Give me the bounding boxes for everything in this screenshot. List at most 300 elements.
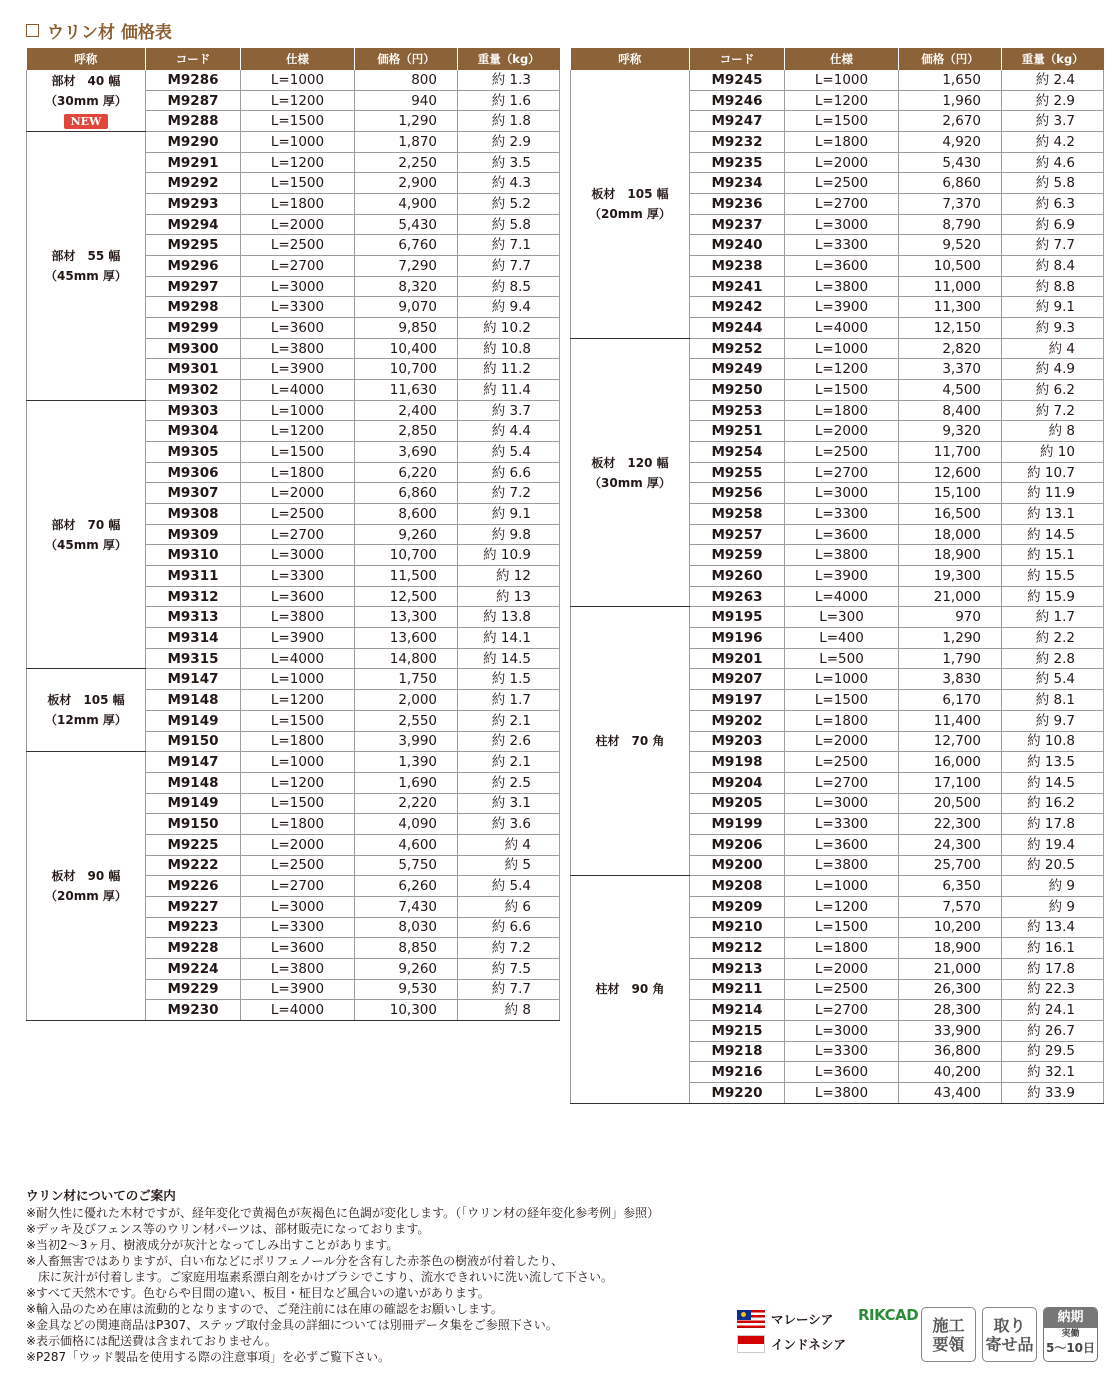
price-cell: 28,300 <box>899 1000 1002 1021</box>
code-cell: M9147 <box>146 669 241 690</box>
spec-cell: L=3000 <box>241 896 355 917</box>
weight-cell: 約 4.4 <box>458 421 560 442</box>
header-name: 呼称 <box>27 48 146 70</box>
code-cell: M9295 <box>146 235 241 256</box>
spec-cell: L=3000 <box>241 276 355 297</box>
price-cell: 2,400 <box>355 400 458 421</box>
code-cell: M9300 <box>146 338 241 359</box>
weight-cell: 約 2.6 <box>458 731 560 752</box>
spec-cell: L=3800 <box>241 338 355 359</box>
weight-cell: 約 6.9 <box>1002 214 1104 235</box>
code-cell: M9251 <box>690 421 785 442</box>
weight-cell: 約 13 <box>458 586 560 607</box>
price-cell: 11,400 <box>899 710 1002 731</box>
code-cell: M9291 <box>146 152 241 173</box>
weight-cell: 約 15.1 <box>1002 545 1104 566</box>
weight-cell: 約 5.2 <box>458 194 560 215</box>
price-cell: 15,100 <box>899 483 1002 504</box>
weight-cell: 約 9.8 <box>458 524 560 545</box>
weight-cell: 約 7.2 <box>458 938 560 959</box>
weight-cell: 約 4.6 <box>1002 152 1104 173</box>
product-name-line: 柱材 70 角 <box>595 734 665 749</box>
code-cell: M9303 <box>146 400 241 421</box>
order-item-badge: 取り 寄せ品 <box>982 1307 1037 1362</box>
code-cell: M9242 <box>690 297 785 318</box>
price-cell: 7,430 <box>355 896 458 917</box>
table-row <box>27 132 560 153</box>
table-header-row <box>27 48 560 70</box>
product-name-line: 板材 90 幅 <box>51 869 121 884</box>
product-name-line: （20mm 厚） <box>45 889 127 904</box>
weight-cell: 約 8 <box>1002 421 1104 442</box>
origin-malaysia <box>737 1306 846 1331</box>
spec-cell: L=3300 <box>785 1041 899 1062</box>
spec-cell: L=1200 <box>785 90 899 111</box>
code-cell: M9290 <box>146 132 241 153</box>
spec-cell: L=3600 <box>785 524 899 545</box>
code-cell: M9253 <box>690 400 785 421</box>
price-cell: 19,300 <box>899 566 1002 587</box>
spec-cell: L=4000 <box>241 380 355 401</box>
weight-cell: 約 15.9 <box>1002 586 1104 607</box>
table-row <box>571 876 1104 897</box>
code-cell: M9228 <box>146 938 241 959</box>
note-line: ※人畜無害ではありますが、白い布などにポリフェノール分を含有した赤茶色の樹液が付着したり、 <box>26 1254 564 1268</box>
price-table-right <box>570 48 1104 1104</box>
code-cell: M9148 <box>146 772 241 793</box>
spec-cell: L=1200 <box>241 152 355 173</box>
weight-cell: 約 6.2 <box>1002 380 1104 401</box>
price-cell: 11,630 <box>355 380 458 401</box>
weight-cell: 約 7.7 <box>1002 235 1104 256</box>
code-cell: M9288 <box>146 111 241 132</box>
price-cell: 13,600 <box>355 628 458 649</box>
weight-cell: 約 15.5 <box>1002 566 1104 587</box>
weight-cell: 約 16.1 <box>1002 938 1104 959</box>
weight-cell: 約 10.8 <box>1002 731 1104 752</box>
product-name-line: 部材 55 幅 <box>51 248 121 263</box>
spec-cell: L=2700 <box>241 256 355 277</box>
weight-cell: 約 12 <box>458 566 560 587</box>
price-cell: 25,700 <box>899 855 1002 876</box>
square-icon <box>26 24 39 37</box>
price-cell: 33,900 <box>899 1020 1002 1041</box>
weight-cell: 約 32.1 <box>1002 1062 1104 1083</box>
spec-cell: L=2500 <box>785 442 899 463</box>
weight-cell: 約 24.1 <box>1002 1000 1104 1021</box>
spec-cell: L=1800 <box>785 400 899 421</box>
spec-cell: L=1800 <box>785 132 899 153</box>
product-name-cell <box>27 669 146 752</box>
price-cell: 8,030 <box>355 917 458 938</box>
weight-cell: 約 11.2 <box>458 359 560 380</box>
product-name-cell <box>571 607 690 876</box>
product-name-cell <box>27 400 146 669</box>
price-cell: 3,830 <box>899 669 1002 690</box>
spec-cell: L=2700 <box>785 194 899 215</box>
weight-cell: 約 6.6 <box>458 462 560 483</box>
weight-cell: 約 3.7 <box>458 400 560 421</box>
page-title-text: ウリン材 価格表 <box>47 22 172 43</box>
price-cell: 1,650 <box>899 70 1002 90</box>
weight-cell: 約 14.5 <box>458 648 560 669</box>
note-line: 床に灰汁が付着します。ご家庭用塩素系漂白剤をかけブラシでこすり、流水できれいに洗い流して下さい。 <box>26 1270 614 1284</box>
spec-cell: L=2000 <box>785 152 899 173</box>
price-cell: 12,600 <box>899 462 1002 483</box>
price-cell: 2,000 <box>355 690 458 711</box>
price-cell: 7,570 <box>899 896 1002 917</box>
spec-cell: L=2000 <box>241 483 355 504</box>
price-cell: 6,260 <box>355 876 458 897</box>
spec-cell: L=3600 <box>785 1062 899 1083</box>
price-cell: 4,090 <box>355 814 458 835</box>
product-name-line: 部材 40 幅 <box>51 73 121 88</box>
spec-cell: L=3800 <box>241 607 355 628</box>
spec-cell: L=1200 <box>785 359 899 380</box>
spec-cell: L=1500 <box>785 111 899 132</box>
spec-cell: L=1000 <box>241 669 355 690</box>
weight-cell: 約 7.2 <box>1002 400 1104 421</box>
price-cell: 26,300 <box>899 979 1002 1000</box>
price-cell: 5,750 <box>355 855 458 876</box>
note-line: ※すべて天然木です。色むらや目間の違い、板目・柾目など風合いの違いがあります。 <box>26 1286 490 1300</box>
price-cell: 1,750 <box>355 669 458 690</box>
code-cell: M9250 <box>690 380 785 401</box>
spec-cell: L=3000 <box>785 1020 899 1041</box>
price-cell: 11,000 <box>899 276 1002 297</box>
price-cell: 3,990 <box>355 731 458 752</box>
weight-cell: 約 2.9 <box>1002 90 1104 111</box>
spec-cell: L=1200 <box>241 421 355 442</box>
code-cell: M9227 <box>146 896 241 917</box>
price-cell: 8,790 <box>899 214 1002 235</box>
spec-cell: L=3600 <box>785 834 899 855</box>
weight-cell: 約 8.5 <box>458 276 560 297</box>
spec-cell: L=1200 <box>241 90 355 111</box>
product-name-line: 柱材 90 角 <box>595 982 665 997</box>
price-cell: 36,800 <box>899 1041 1002 1062</box>
price-cell: 18,000 <box>899 524 1002 545</box>
spec-cell: L=3900 <box>241 628 355 649</box>
product-name-line: （45mm 厚） <box>45 537 127 552</box>
spec-cell: L=1000 <box>785 70 899 90</box>
price-table-left <box>26 48 560 1021</box>
spec-cell: L=1000 <box>241 752 355 773</box>
code-cell: M9201 <box>690 648 785 669</box>
weight-cell: 約 2.1 <box>458 752 560 773</box>
spec-cell: L=1800 <box>241 462 355 483</box>
table-row <box>27 669 560 690</box>
spec-cell: L=3300 <box>241 566 355 587</box>
price-cell: 12,700 <box>899 731 1002 752</box>
spec-cell: L=4000 <box>241 648 355 669</box>
weight-cell: 約 4 <box>1002 338 1104 359</box>
product-name-line: （30mm 厚） <box>589 475 671 490</box>
weight-cell: 約 3.1 <box>458 793 560 814</box>
spec-cell: L=1800 <box>241 814 355 835</box>
weight-cell: 約 11.9 <box>1002 483 1104 504</box>
malaysia-flag-icon <box>737 1310 765 1328</box>
spec-cell: L=2500 <box>241 504 355 525</box>
product-name-line: （45mm 厚） <box>45 268 127 283</box>
weight-cell: 約 5.8 <box>1002 173 1104 194</box>
price-cell: 9,520 <box>899 235 1002 256</box>
weight-cell: 約 6.6 <box>458 917 560 938</box>
code-cell: M9286 <box>146 70 241 90</box>
price-cell: 1,870 <box>355 132 458 153</box>
spec-cell: L=3000 <box>785 483 899 504</box>
code-cell: M9149 <box>146 793 241 814</box>
spec-cell: L=1000 <box>785 669 899 690</box>
product-name-line: 部材 70 幅 <box>51 517 121 532</box>
weight-cell: 約 10.7 <box>1002 462 1104 483</box>
code-cell: M9308 <box>146 504 241 525</box>
table-row <box>27 400 560 421</box>
code-cell: M9199 <box>690 814 785 835</box>
table-row <box>27 752 560 773</box>
spec-cell: L=3000 <box>785 214 899 235</box>
code-cell: M9297 <box>146 276 241 297</box>
header-code: コード <box>146 48 241 70</box>
price-cell: 6,860 <box>355 483 458 504</box>
code-cell: M9314 <box>146 628 241 649</box>
weight-cell: 約 9 <box>1002 896 1104 917</box>
spec-cell: L=1500 <box>785 380 899 401</box>
spec-cell: L=3300 <box>785 814 899 835</box>
spec-cell: L=1500 <box>241 710 355 731</box>
code-cell: M9226 <box>146 876 241 897</box>
code-cell: M9203 <box>690 731 785 752</box>
weight-cell: 約 9 <box>1002 876 1104 897</box>
price-cell: 4,500 <box>899 380 1002 401</box>
spec-cell: L=4000 <box>241 1000 355 1021</box>
origin-countries <box>737 1306 846 1356</box>
note-line: ※耐久性に優れた木材ですが、経年変化で黄褐色が灰褐色に色調が変化します。（「ウリン材の経年変化参考例」参照） <box>26 1206 660 1220</box>
price-cell: 2,850 <box>355 421 458 442</box>
price-cell: 9,850 <box>355 318 458 339</box>
note-line: ※表示価格には配送費は含まれておりません。 <box>26 1334 277 1348</box>
spec-cell: L=3600 <box>241 318 355 339</box>
product-name-line: （12mm 厚） <box>45 713 127 728</box>
product-name-line: （20mm 厚） <box>589 206 671 221</box>
code-cell: M9306 <box>146 462 241 483</box>
price-cell: 6,760 <box>355 235 458 256</box>
code-cell: M9255 <box>690 462 785 483</box>
weight-cell: 約 1.8 <box>458 111 560 132</box>
spec-cell: L=3300 <box>241 917 355 938</box>
table-row <box>571 607 1104 628</box>
code-cell: M9259 <box>690 545 785 566</box>
spec-cell: L=1200 <box>785 896 899 917</box>
code-cell: M9238 <box>690 256 785 277</box>
price-cell: 16,500 <box>899 504 1002 525</box>
spec-cell: L=2500 <box>785 752 899 773</box>
price-cell: 2,670 <box>899 111 1002 132</box>
weight-cell: 約 4 <box>458 834 560 855</box>
weight-cell: 約 13.4 <box>1002 917 1104 938</box>
price-cell: 10,500 <box>899 256 1002 277</box>
spec-cell: L=1000 <box>785 338 899 359</box>
price-cell: 21,000 <box>899 958 1002 979</box>
code-cell: M9197 <box>690 690 785 711</box>
price-cell: 970 <box>899 607 1002 628</box>
code-cell: M9311 <box>146 566 241 587</box>
code-cell: M9208 <box>690 876 785 897</box>
spec-cell: L=3300 <box>785 235 899 256</box>
weight-cell: 約 6.3 <box>1002 194 1104 215</box>
weight-cell: 約 5.8 <box>458 214 560 235</box>
weight-cell: 約 8.8 <box>1002 276 1104 297</box>
header-weight: 重量（kg） <box>458 48 560 70</box>
spec-cell: L=1200 <box>241 690 355 711</box>
weight-cell: 約 14.5 <box>1002 524 1104 545</box>
code-cell: M9229 <box>146 979 241 1000</box>
header-code: コード <box>690 48 785 70</box>
spec-cell: L=3300 <box>241 297 355 318</box>
code-cell: M9218 <box>690 1041 785 1062</box>
spec-cell: L=1800 <box>241 731 355 752</box>
spec-cell: L=300 <box>785 607 899 628</box>
product-name-cell <box>27 752 146 1021</box>
note-line: ※金具などの関連商品はP307、ステップ取付金具の詳細については別冊データ集をご参照下さい。 <box>26 1318 558 1332</box>
spec-cell: L=3000 <box>785 793 899 814</box>
code-cell: M9236 <box>690 194 785 215</box>
weight-cell: 約 9.3 <box>1002 318 1104 339</box>
price-cell: 22,300 <box>899 814 1002 835</box>
code-cell: M9304 <box>146 421 241 442</box>
weight-cell: 約 9.7 <box>1002 710 1104 731</box>
code-cell: M9237 <box>690 214 785 235</box>
code-cell: M9298 <box>146 297 241 318</box>
table-header-row <box>571 48 1104 70</box>
code-cell: M9256 <box>690 483 785 504</box>
weight-cell: 約 2.1 <box>458 710 560 731</box>
product-name-cell <box>571 70 690 338</box>
code-cell: M9216 <box>690 1062 785 1083</box>
code-cell: M9198 <box>690 752 785 773</box>
product-name-cell <box>571 338 690 607</box>
code-cell: M9213 <box>690 958 785 979</box>
weight-cell: 約 4.2 <box>1002 132 1104 153</box>
code-cell: M9200 <box>690 855 785 876</box>
weight-cell: 約 10.2 <box>458 318 560 339</box>
info-badges <box>921 1307 1098 1362</box>
price-cell: 20,500 <box>899 793 1002 814</box>
spec-cell: L=3600 <box>241 938 355 959</box>
weight-cell: 約 2.4 <box>1002 70 1104 90</box>
code-cell: M9315 <box>146 648 241 669</box>
weight-cell: 約 1.3 <box>458 70 560 90</box>
code-cell: M9220 <box>690 1082 785 1103</box>
code-cell: M9207 <box>690 669 785 690</box>
price-cell: 14,800 <box>355 648 458 669</box>
code-cell: M9202 <box>690 710 785 731</box>
spec-cell: L=2000 <box>241 834 355 855</box>
code-cell: M9149 <box>146 710 241 731</box>
code-cell: M9263 <box>690 586 785 607</box>
price-cell: 2,900 <box>355 173 458 194</box>
code-cell: M9210 <box>690 917 785 938</box>
product-name-line: （30mm 厚） <box>45 93 127 108</box>
spec-cell: L=1500 <box>241 111 355 132</box>
spec-cell: L=2500 <box>785 173 899 194</box>
code-cell: M9150 <box>146 731 241 752</box>
code-cell: M9196 <box>690 628 785 649</box>
code-cell: M9254 <box>690 442 785 463</box>
weight-cell: 約 9.4 <box>458 297 560 318</box>
code-cell: M9195 <box>690 607 785 628</box>
spec-cell: L=2000 <box>785 421 899 442</box>
header-spec: 仕様 <box>785 48 899 70</box>
code-cell: M9209 <box>690 896 785 917</box>
product-name-cell <box>27 70 146 132</box>
page-title <box>26 17 172 43</box>
code-cell: M9212 <box>690 938 785 959</box>
spec-cell: L=1800 <box>785 938 899 959</box>
price-cell: 9,070 <box>355 297 458 318</box>
price-cell: 2,550 <box>355 710 458 731</box>
code-cell: M9299 <box>146 318 241 339</box>
price-cell: 6,860 <box>899 173 1002 194</box>
weight-cell: 約 8.4 <box>1002 256 1104 277</box>
code-cell: M9312 <box>146 586 241 607</box>
spec-cell: L=500 <box>785 648 899 669</box>
spec-cell: L=1000 <box>241 70 355 90</box>
code-cell: M9293 <box>146 194 241 215</box>
weight-cell: 約 6 <box>458 896 560 917</box>
price-cell: 7,290 <box>355 256 458 277</box>
price-cell: 18,900 <box>899 938 1002 959</box>
code-cell: M9258 <box>690 504 785 525</box>
price-cell: 6,350 <box>899 876 1002 897</box>
price-cell: 9,530 <box>355 979 458 1000</box>
code-cell: M9225 <box>146 834 241 855</box>
spec-cell: L=3800 <box>785 545 899 566</box>
weight-cell: 約 13.1 <box>1002 504 1104 525</box>
price-cell: 2,220 <box>355 793 458 814</box>
weight-cell: 約 29.5 <box>1002 1041 1104 1062</box>
note-line: ※P287「ウッド製品を使用する際の注意事項」を必ずご覧下さい。 <box>26 1350 390 1364</box>
price-cell: 2,820 <box>899 338 1002 359</box>
spec-cell: L=1000 <box>785 876 899 897</box>
price-cell: 9,260 <box>355 524 458 545</box>
code-cell: M9234 <box>690 173 785 194</box>
spec-cell: L=1000 <box>241 400 355 421</box>
price-cell: 940 <box>355 90 458 111</box>
price-cell: 11,300 <box>899 297 1002 318</box>
weight-cell: 約 17.8 <box>1002 958 1104 979</box>
weight-cell: 約 1.7 <box>1002 607 1104 628</box>
code-cell: M9249 <box>690 359 785 380</box>
weight-cell: 約 5 <box>458 855 560 876</box>
code-cell: M9241 <box>690 276 785 297</box>
price-cell: 8,400 <box>899 400 1002 421</box>
weight-cell: 約 14.5 <box>1002 772 1104 793</box>
price-cell: 8,850 <box>355 938 458 959</box>
spec-cell: L=3800 <box>785 855 899 876</box>
code-cell: M9222 <box>146 855 241 876</box>
weight-cell: 約 17.8 <box>1002 814 1104 835</box>
code-cell: M9205 <box>690 793 785 814</box>
weight-cell: 約 11.4 <box>458 380 560 401</box>
weight-cell: 約 4.9 <box>1002 359 1104 380</box>
code-cell: M9294 <box>146 214 241 235</box>
notes-section <box>26 1188 726 1365</box>
spec-cell: L=1500 <box>241 793 355 814</box>
spec-cell: L=2000 <box>785 731 899 752</box>
price-cell: 43,400 <box>899 1082 1002 1103</box>
code-cell: M9260 <box>690 566 785 587</box>
